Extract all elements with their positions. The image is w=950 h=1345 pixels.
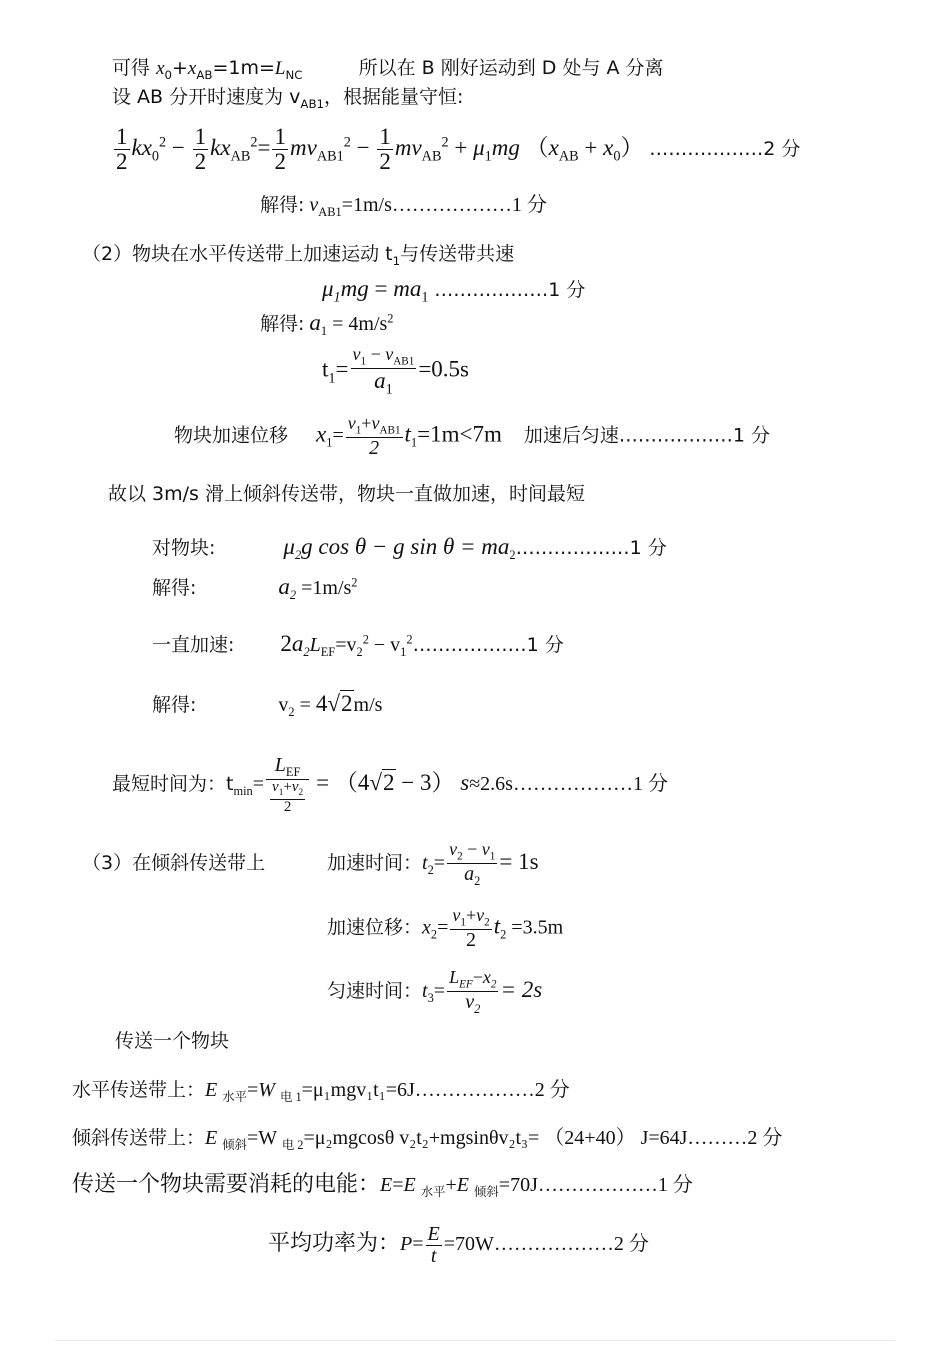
block-score: ………………1 分 bbox=[515, 537, 667, 559]
x1-label: 物块加速位移 bbox=[174, 424, 289, 447]
accel-score: ………………1 分 bbox=[412, 634, 564, 656]
incline-label: 倾斜传送带上： bbox=[72, 1127, 206, 1149]
line-2: 设 AB 分开时速度为 $v_{AB1}$，根据能量守恒: bbox=[112, 86, 464, 111]
horizontal-value: =μ₁mgv₁t₁=6J………………2 分 bbox=[301, 1079, 570, 1101]
a1-label: 解得: bbox=[260, 313, 305, 335]
a2-result: 解得: $a_2 =1m/s^2$ bbox=[152, 574, 358, 602]
x1-value: =1m<7m bbox=[417, 421, 502, 447]
x2-label: 加速位移： bbox=[327, 916, 423, 939]
t3-value: = 2s bbox=[500, 976, 543, 1002]
v2-result: 解得: $v_2 = 4√2m/s$ bbox=[152, 691, 383, 719]
v2-label: 解得: bbox=[152, 694, 197, 716]
t1-equation: $t_1=$ $\frac{v_1 - v_{AB1}}{a_1}$ =0.5s bbox=[322, 344, 469, 398]
tmin-sub: min bbox=[233, 783, 253, 798]
newton-eq-1: $\mu_1mg = ma_1$ ………………1 分 bbox=[322, 276, 586, 306]
power-label: 平均功率为： bbox=[268, 1231, 401, 1257]
t2-label: 加速时间： bbox=[327, 851, 423, 874]
t2-value: = 1s bbox=[499, 848, 539, 874]
accel-equation: 一直加速: $2a_2L_{EF}=v_2^2$ − $v_1^2\dots\dots\dots\dots\dots\dots 1$ 分 bbox=[152, 631, 564, 659]
part-2-title-text: （2）物块在水平传送带上加速运动 t bbox=[82, 243, 393, 265]
solve-label: 解得: bbox=[260, 194, 305, 216]
energy-conservation-equation: $\frac{1}{2}$ $kx_0^2$ − $\frac{1}{2}$ $kx_{AB}^2=$ $\frac{1}{2}$ $mv_{AB1}^2$ − $\frac{1}{2}$ $mv_{AB}^2 + \mu_1mg$ $(x_{AB} + x_0)$ ………………2 分 bbox=[116, 124, 801, 175]
send-one-block: 传送一个物块 bbox=[115, 1030, 230, 1052]
part-3-title: （3）在倾斜传送带上 bbox=[82, 852, 266, 874]
x1-equation: 物块加速位移 $x_1=$ $\frac{v_1+v_{AB1}}{2}$ $t_1=1m<7m$ 加速后匀速………………1 分 bbox=[174, 413, 770, 460]
vab1-symbol: v bbox=[309, 194, 319, 216]
tmin-value: ≈2.6s………………1 分 bbox=[469, 772, 668, 795]
vab1-subscript: AB1 bbox=[318, 205, 342, 219]
t2-equation: 加速时间：$t_2=$ $\frac{v_2 - v_1}{a_2}$ = 1s bbox=[327, 839, 539, 889]
line-1: 可得 $x_0+x_{AB}=1m=L_{NC}$ 所以在 B 刚好运动到 D 处与 A 分离 bbox=[112, 57, 664, 82]
block-label: 对物块: bbox=[152, 537, 216, 559]
a2-value: =1m/s bbox=[301, 577, 352, 599]
total-energy: 传送一个物块需要消耗的电能：E=E $_{水平}$+E $_{倾斜}$=70J………………1 分 bbox=[72, 1172, 693, 1199]
a1-result: 解得: $a_1 = 4m/s^2$ bbox=[260, 310, 394, 338]
vab1-result bbox=[260, 193, 547, 220]
v2-coef: 4 bbox=[315, 691, 328, 716]
block-force-eq: 对物块: $\mu_2g$ cos θ − g $\sin \theta = ma_2\dots\dots\dots\dots\dots\dots 1$ 分 bbox=[152, 534, 667, 562]
tmin-equation: 最短时间为：$t_{min}=$ $\frac{L_{EF}}{\frac{v_1+v_2}{2}}$ = （4√2 − 3） s≈2.6s………………1 分 bbox=[112, 754, 668, 815]
horizontal-energy: 水平传送带上：E $_{水平}$=W $_{电 1}$=μ₁mgv₁t₁=6J………………2 分 bbox=[72, 1079, 570, 1104]
part-2-title-rest: 与传送带共速 bbox=[400, 243, 515, 265]
line-1-prefix: 可得 bbox=[112, 57, 151, 79]
v2-unit: m/s bbox=[353, 694, 383, 716]
vab1-value: =1m/s………………1 分 bbox=[341, 194, 547, 216]
page-bottom-divider bbox=[55, 1340, 895, 1341]
t3-equation: 匀速时间：$t_3=$ $\frac{L_{EF}-x_2}{v_2}$ = 2s bbox=[327, 967, 543, 1017]
score-2: ………………2 分 bbox=[649, 137, 801, 160]
line-2-tail: ，根据能量守恒: bbox=[324, 86, 464, 108]
t1-value: =0.5s bbox=[418, 356, 469, 382]
power-value: =70W………………2 分 bbox=[443, 1233, 649, 1256]
x1-tail: 加速后匀速………………1 分 bbox=[523, 424, 770, 447]
horizontal-label: 水平传送带上： bbox=[72, 1079, 206, 1101]
incline-energy: 倾斜传送带上：E $_{倾斜}$=W $_{电 2}$=μ₂mgcosθ v₂t₂+mgsinθv₂t₃= （24+40） J=64J………2 分 bbox=[72, 1127, 783, 1152]
part-2-title bbox=[82, 243, 514, 268]
line-2-text: 设 AB 分开时速度为 v bbox=[112, 86, 301, 108]
average-power: 平均功率为：P= $\frac{E}{t}$ =70W………………2 分 bbox=[268, 1223, 649, 1267]
tmin-label: 最短时间为：t bbox=[112, 772, 234, 795]
a1-value: = 4m/s bbox=[332, 313, 388, 335]
part-2-title-sub: 1 bbox=[392, 253, 401, 268]
accel-label: 一直加速: bbox=[152, 634, 235, 656]
t3-label: 匀速时间： bbox=[327, 979, 423, 1002]
x2-value: =3.5m bbox=[511, 916, 564, 939]
incline-value: =μ₂mgcosθ v₂t₂+mgsinθv₂t₃= （24+40） J=64J………2 分 bbox=[303, 1127, 783, 1149]
total-energy-value: =70J………………1 分 bbox=[498, 1174, 693, 1196]
line-1-conclusion: 所以在 B 刚好运动到 D 处与 A 分离 bbox=[358, 57, 664, 79]
score-newton-1: ………………1 分 bbox=[434, 279, 586, 301]
incline-intro: 故以 3m/s 滑上倾斜传送带，物块一直做加速，时间最短 bbox=[108, 483, 585, 505]
total-energy-label: 传送一个物块需要消耗的电能： bbox=[72, 1172, 381, 1197]
x2-equation: 加速位移：$x_2=$ $\frac{v_1+v_2}{2}$ $t_2 =3.5m$ bbox=[327, 905, 564, 952]
a2-label: 解得: bbox=[152, 577, 197, 599]
